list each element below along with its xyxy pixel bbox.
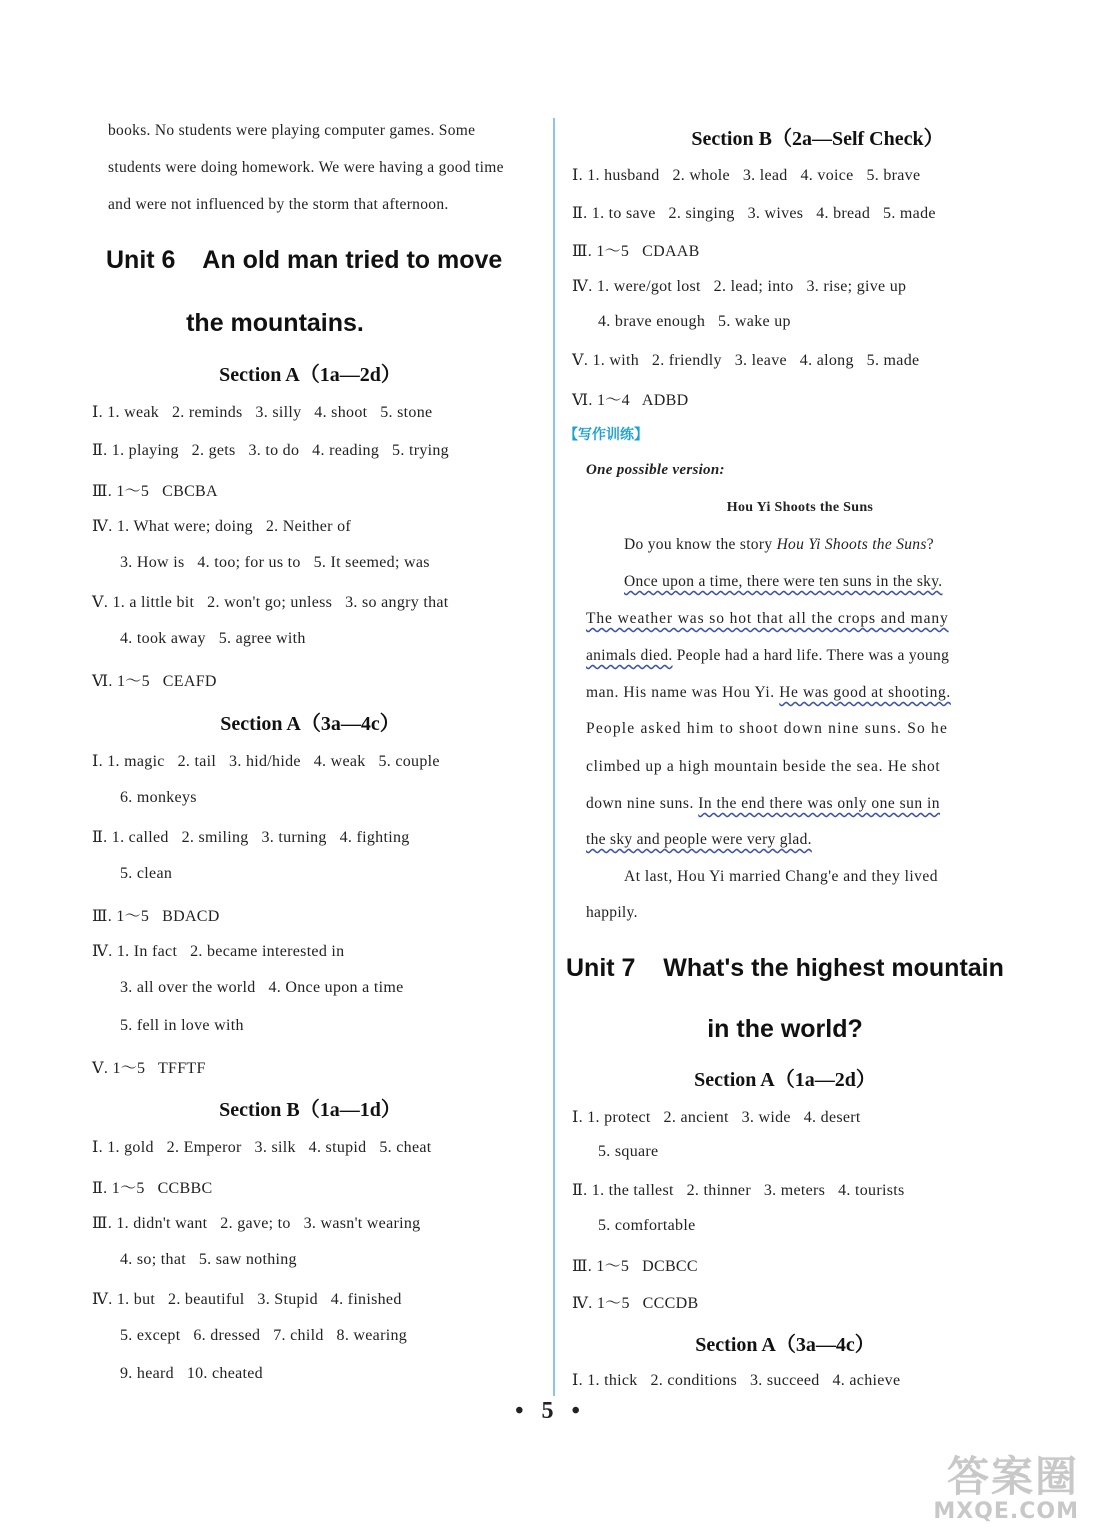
answer-line: Ⅵ. 1～5 CEAFD xyxy=(92,673,217,690)
answer-line: 6. monkeys xyxy=(120,789,197,806)
answer-line: Ⅳ. 1. but 2. beautiful 3. Stupid 4. finished xyxy=(92,1291,402,1308)
answer-line: Ⅴ. 1. a little bit 2. won't go; unless 3. so angry that xyxy=(92,594,449,611)
version-label: One possible version: xyxy=(586,462,725,478)
answer-line: Ⅰ. 1. husband 2. whole 3. lead 4. voice 5. brave xyxy=(572,167,921,184)
page-number: • 5 • xyxy=(515,1398,586,1424)
answer-line: Ⅲ. 1～5 DCBCC xyxy=(572,1258,698,1275)
answer-line: Ⅱ. 1～5 CCBBC xyxy=(92,1180,213,1197)
answer-line: Ⅵ. 1～4 ADBD xyxy=(572,392,689,409)
answer-line: 4. so; that 5. saw nothing xyxy=(120,1251,297,1268)
unit7-title: Unit 7 What's the highest mountain xyxy=(566,954,1004,982)
intro-line: students were doing homework. We were having a good time xyxy=(108,159,504,176)
watermark-logo xyxy=(907,1438,1087,1528)
answer-line: Ⅳ. 1. What were; doing 2. Neither of xyxy=(92,518,352,535)
unit6-title: Unit 6 An old man tried to move xyxy=(106,246,503,274)
answer-line: Ⅰ. 1. magic 2. tail 3. hid/hide 4. weak 5. couple xyxy=(92,753,440,770)
answer-line: Ⅰ. 1. protect 2. ancient 3. wide 4. desert xyxy=(572,1109,861,1126)
intro-line: books. No students were playing computer games. Some xyxy=(108,122,476,139)
essay-line: down nine suns. In the end there was only one sun in xyxy=(586,795,941,812)
essay-line: animals died. People had a hard life. There was a young xyxy=(586,647,950,664)
unit6-title-cont: the mountains. xyxy=(186,309,364,337)
answer-line: Ⅲ. 1～5 CBCBA xyxy=(92,483,218,500)
answer-line: Ⅳ. 1. In fact 2. became interested in xyxy=(92,943,345,960)
answer-line: Ⅱ. 1. called 2. smiling 3. turning 4. fighting xyxy=(92,829,410,846)
essay-line: man. His name was Hou Yi. He was good at shooting. xyxy=(586,684,951,701)
answer-line: 5. square xyxy=(598,1143,659,1160)
answer-line: 4. took away 5. agree with xyxy=(120,630,306,647)
essay-line: The weather was so hot that all the crops and many xyxy=(586,610,949,627)
answer-line: 5. clean xyxy=(120,865,173,882)
answer-line: 3. How is 4. too; for us to 5. It seemed; was xyxy=(120,554,430,571)
section-heading: Section B（2a—Self Check） xyxy=(691,128,944,150)
answer-line: Ⅲ. 1～5 BDACD xyxy=(92,908,220,925)
answer-line: Ⅴ. 1～5 TFFTF xyxy=(92,1060,206,1077)
column-divider xyxy=(553,118,555,1396)
answer-line: 3. all over the world 4. Once upon a time xyxy=(120,979,404,996)
essay-line: the sky and people were very glad. xyxy=(586,831,812,848)
intro-line: and were not influenced by the storm that afternoon. xyxy=(108,196,449,213)
answer-line: 5. fell in love with xyxy=(120,1017,244,1034)
watermark-bottom: MXQE.COM xyxy=(933,1499,1079,1524)
unit7-title-cont: in the world? xyxy=(707,1015,863,1043)
answer-line: 5. except 6. dressed 7. child 8. wearing xyxy=(120,1327,408,1344)
section-heading: Section A（3a—4c） xyxy=(695,1334,875,1356)
answer-line: 4. brave enough 5. wake up xyxy=(598,313,791,330)
answer-line: Ⅴ. 1. with 2. friendly 3. leave 4. along 5. made xyxy=(572,352,920,369)
section-heading: Section B（1a—1d） xyxy=(219,1099,401,1121)
section-heading: Section A（1a—2d） xyxy=(219,364,401,386)
answer-line: Ⅱ. 1. the tallest 2. thinner 3. meters 4. tourists xyxy=(572,1182,905,1199)
answer-line: 9. heard 10. cheated xyxy=(120,1365,263,1382)
answer-line: Ⅰ. 1. weak 2. reminds 3. silly 4. shoot 5. stone xyxy=(92,404,433,421)
essay-line: People asked him to shoot down nine suns. So he xyxy=(586,720,949,737)
answer-line: Ⅰ. 1. thick 2. conditions 3. succeed 4. achieve xyxy=(572,1372,901,1389)
essay-title: Hou Yi Shoots the Suns xyxy=(726,500,874,515)
essay-line: happily. xyxy=(586,904,638,921)
essay-line: Do you know the story Hou Yi Shoots the Suns? xyxy=(624,536,934,553)
writing-practice-tag: 【写作训练】 xyxy=(564,427,648,443)
section-heading: Section A（1a—2d） xyxy=(694,1069,876,1091)
answer-line: 5. comfortable xyxy=(598,1217,696,1234)
answer-line: Ⅰ. 1. gold 2. Emperor 3. silk 4. stupid 5. cheat xyxy=(92,1139,432,1156)
essay-line: Once upon a time, there were ten suns in the sky. xyxy=(624,573,943,590)
answer-line: Ⅳ. 1. were/got lost 2. lead; into 3. rise; give up xyxy=(572,278,907,295)
answer-line: Ⅲ. 1. didn't want 2. gave; to 3. wasn't wearing xyxy=(92,1215,421,1232)
answer-line: Ⅱ. 1. to save 2. singing 3. wives 4. bread 5. made xyxy=(572,205,936,222)
watermark-top: 答案圈 xyxy=(946,1452,1079,1501)
answer-line: Ⅳ. 1～5 CCCDB xyxy=(572,1295,699,1312)
section-heading: Section A（3a—4c） xyxy=(220,713,400,735)
essay-line: climbed up a high mountain beside the sea. He shot xyxy=(586,758,941,775)
answer-line: Ⅱ. 1. playing 2. gets 3. to do 4. reading 5. trying xyxy=(92,442,449,459)
answer-line: Ⅲ. 1～5 CDAAB xyxy=(572,243,700,260)
essay-line: At last, Hou Yi married Chang'e and they lived xyxy=(624,868,939,885)
